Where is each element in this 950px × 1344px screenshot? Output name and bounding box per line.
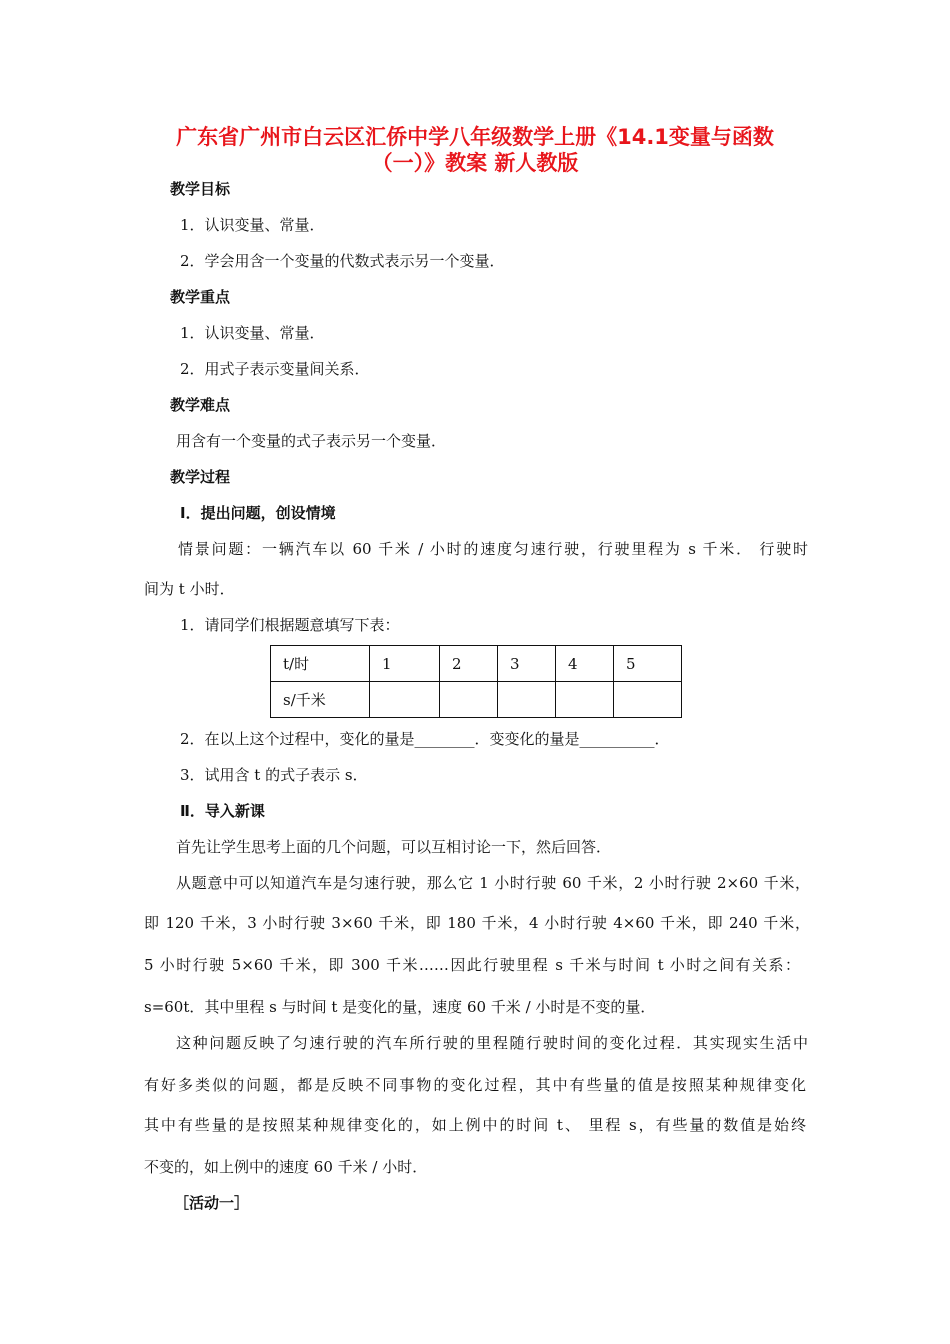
key-points-heading: 教学重点 (170, 288, 231, 306)
table-cell: 1 (370, 646, 440, 682)
intro-paragraph: 首先让学生思考上面的几个问题，可以互相讨论一下，然后回答． (176, 838, 612, 856)
key-point-item-2: 2．用式子表示变量间关系． (180, 360, 370, 378)
table-cell: 4 (556, 646, 614, 682)
table-cell (498, 682, 556, 718)
explanation-line-1: 从题意中可以知道汽车是匀速行驶，那么它 1 小时行驶 60 千米，2 小时行驶 2×60 千米， (176, 874, 810, 892)
objective-item-1: 1．认识变量、常量． (180, 216, 325, 234)
document-title-line-1: 广东省广州市白云区汇侨中学八年级数学上册《14.1变量与函数 (176, 125, 774, 149)
difficulties-heading: 教学难点 (170, 396, 231, 414)
key-point-item-1: 1．认识变量、常量． (180, 324, 325, 342)
table-cell: 5 (614, 646, 682, 682)
document-title-line-2: （一）》教案 新人教版 (371, 151, 579, 175)
table-cell (614, 682, 682, 718)
table-cell: 3 (498, 646, 556, 682)
table-cell (556, 682, 614, 718)
fill-in-table (270, 645, 682, 718)
section-1-heading: Ⅰ．提出问题，创设情境 (180, 504, 336, 522)
question-2: 2．在以上这个过程中，变化的量是________．变变化的量是__________． (180, 730, 670, 748)
reflection-line-3: 其中有些量的是按照某种规律变化的，如上例中的时间 t、 里程 s，有些量的数值是始终 (144, 1116, 806, 1134)
section-2-heading: Ⅱ．导入新课 (180, 802, 265, 820)
scenario-text-line-2: 间为 t 小时． (144, 580, 235, 598)
table-cell: 2 (440, 646, 498, 682)
reflection-line-4: 不变的，如上例中的速度 60 千米 / 小时． (144, 1158, 428, 1176)
question-3: 3．试用含 t 的式子表示 s． (180, 766, 368, 784)
activity-heading: ［活动一］ (174, 1194, 250, 1212)
table-row-distance (271, 682, 682, 718)
objectives-heading: 教学目标 (170, 180, 231, 198)
process-heading: 教学过程 (170, 468, 231, 486)
table-cell: s/千米 (271, 682, 370, 718)
explanation-line-3: 5 小时行驶 5×60 千米，即 300 千米……因此行驶里程 s 千米与时间 t 小时之间有关系： (144, 956, 800, 974)
table-cell (440, 682, 498, 718)
table-row-time (271, 646, 682, 682)
explanation-line-4: s=60t．其中里程 s 与时间 t 是变化的量，速度 60 千米 / 小时是不变的量． (144, 998, 656, 1016)
table-cell: t/时 (271, 646, 370, 682)
reflection-line-2: 有好多类似的问题，都是反映不同事物的变化过程，其中有些量的值是按照某种规律变化 (144, 1076, 806, 1094)
table-cell (370, 682, 440, 718)
question-1: 1．请同学们根据题意填写下表： (180, 616, 400, 634)
explanation-line-2: 即 120 千米，3 小时行驶 3×60 千米，即 180 千米，4 小时行驶 4×60 千米，即 240 千米， (144, 914, 810, 932)
reflection-line-1: 这种问题反映了匀速行驶的汽车所行驶的里程随行驶时间的变化过程．其实现实生活中 (176, 1034, 808, 1052)
scenario-text-line-1: 情景问题：一辆汽车以 60 千米 / 小时的速度匀速行驶，行驶里程为 s 千米． 行驶时 (178, 540, 808, 558)
difficulties-text: 用含有一个变量的式子表示另一个变量． (176, 432, 447, 450)
objective-item-2: 2．学会用含一个变量的代数式表示另一个变量． (180, 252, 505, 270)
